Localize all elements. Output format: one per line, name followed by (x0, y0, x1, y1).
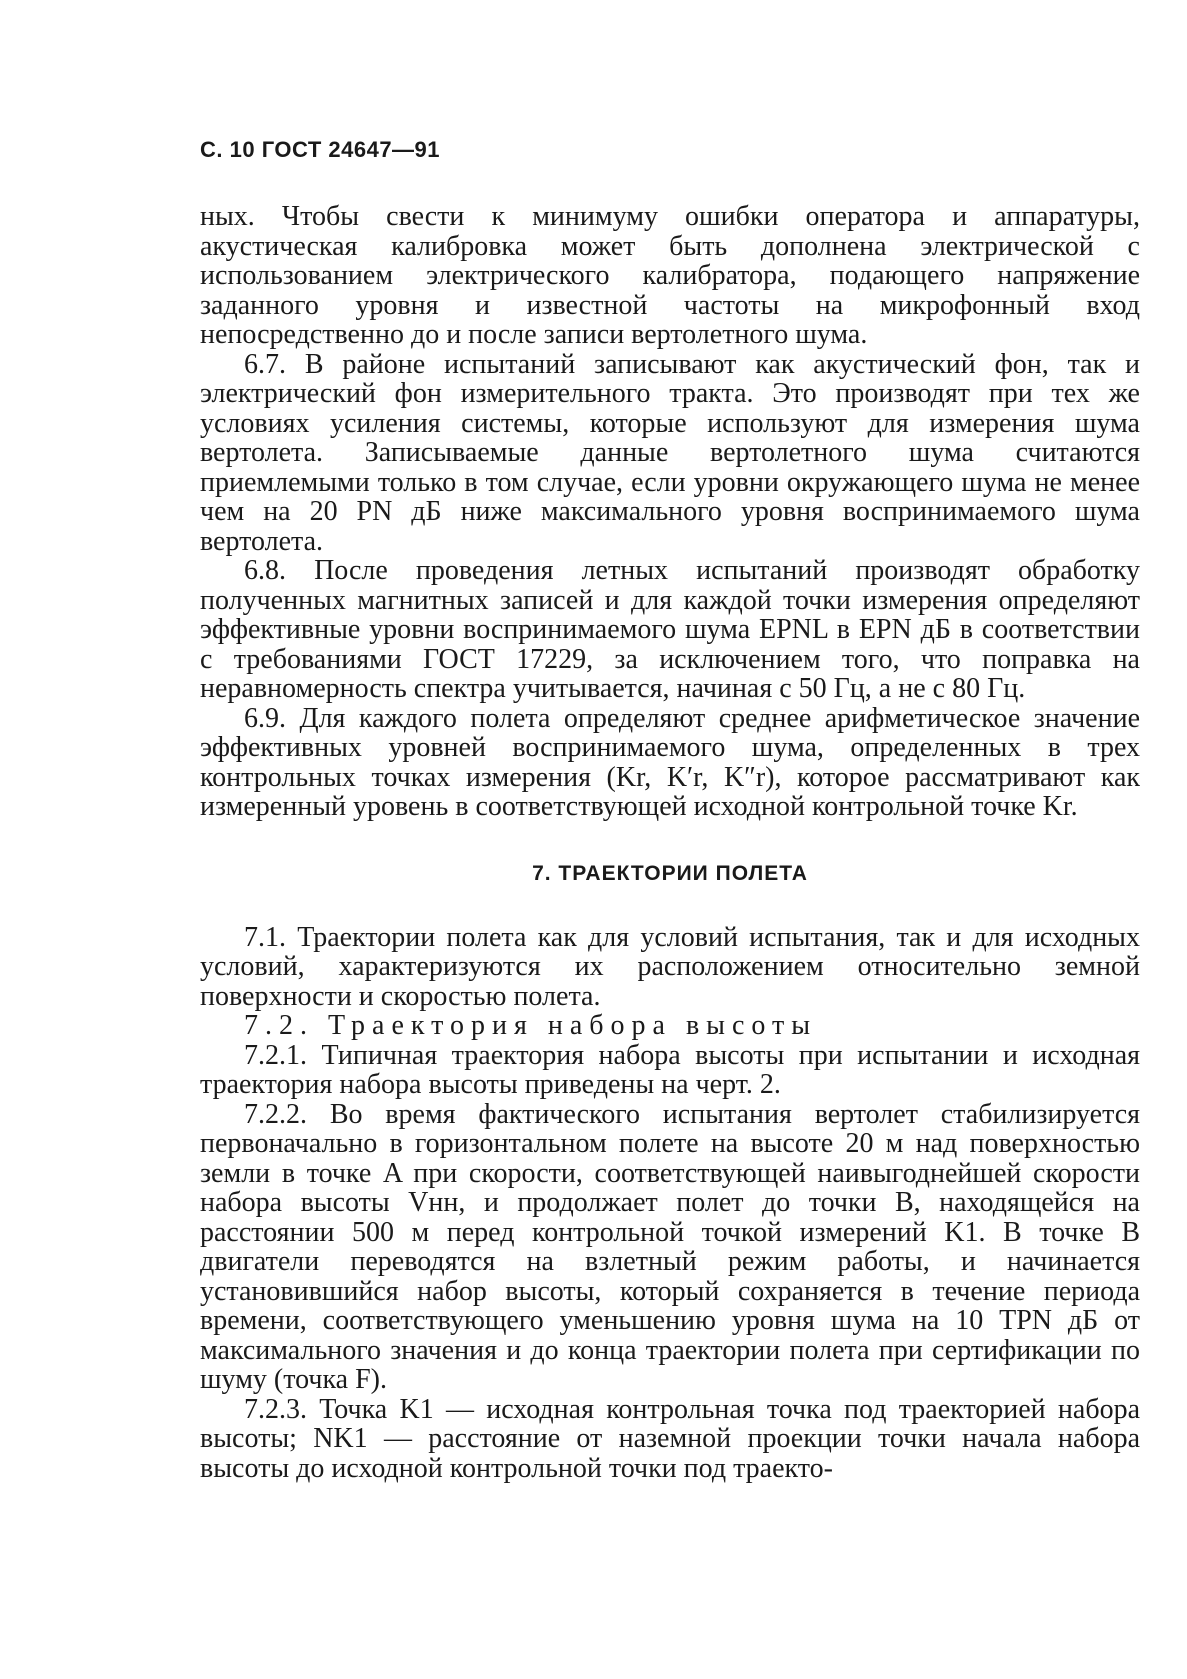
paragraph-7-2-3: 7.2.3. Точка K1 — исходная контрольная точка под траекторией набора высоты; NK1 — расстояние от наземной проекции точки начала набора высоты до исходной контрольной точки под траекто- (200, 1393, 1140, 1484)
paragraph-continuation: ных. Чтобы свести к минимуму ошибки оператора и аппаратуры, акустическая калибровка может быть дополнена электрической с использованием электрического калибратора, подающего напряжение заданного уровня и известной частоты на микрофонный вход непосредственно до и после записи вертолетного шума. (200, 201, 1140, 350)
paragraph-6-7: 6.7. В районе испытаний записывают как акустический фон, так и электрический фон измерительного тракта. Это производят при тех же условиях усиления системы, которые используют для измерения шума вертолета. Записываемые данные вертолетного шума считаются приемлемыми только в том случае, если уровни окружающего шума не менее чем на 20 PN дБ ниже максимального уровня воспринимаемого шума вертолета. (200, 348, 1140, 557)
document-page (200, 135, 1140, 1483)
section-heading-7: 7. ТРАЕКТОРИИ ПОЛЕТА (532, 861, 808, 885)
paragraph-7-2-1: 7.2.1. Типичная траектория набора высоты при испытании и исходная траектория набора высоты приведены на черт. 2. (200, 1039, 1140, 1100)
paragraph-6-8: 6.8. После проведения летных испытаний производят обработку полученных магнитных записей и для каждой точки измерения определяют эффективные уровни воспринимаемого шума EPNL в EPN дБ в соответствии с требованиями ГОСТ 17229, за исключением того, что поправка на неравномерность спектра учитывается, начиная с 50 Гц, а не с 80 Гц. (200, 555, 1140, 704)
subheading-7-2: 7.2. Траектория набора высоты (244, 1010, 818, 1041)
paragraph-7-2-2: 7.2.2. Во время фактического испытания вертолет стабилизируется первоначально в горизонтальном полете на высоте 20 м над поверхностью земли в точке A при скорости, соответствующей наивыгоднейшей скорости набора высоты Vнн, и продолжает полет до точки B, находящейся на расстоянии 500 м перед контрольной точкой измерений K1. В точке B двигатели переводятся на взлетный режим работы, и начинается установившийся набор высоты, который сохраняется в течение периода времени, соответствующего уменьшению уровня шума на 10 TPN дБ от максимального значения и до конца траектории полета при сертификации по шуму (точка F). (200, 1098, 1140, 1395)
running-head: С. 10 ГОСТ 24647—91 (200, 137, 441, 162)
paragraph-6-9: 6.9. Для каждого полета определяют среднее арифметическое значение эффективных уровней воспринимаемого шума, определенных в трех контрольных точках измерения (Kr, K′r, K″r), которое рассматривают как измеренный уровень в соответствующей исходной контрольной точке Kr. (200, 702, 1140, 822)
paragraph-7-1: 7.1. Траектории полета как для условий испытания, так и для исходных условий, характеризуются их расположением относительно земной поверхности и скоростью полета. (200, 921, 1140, 1012)
